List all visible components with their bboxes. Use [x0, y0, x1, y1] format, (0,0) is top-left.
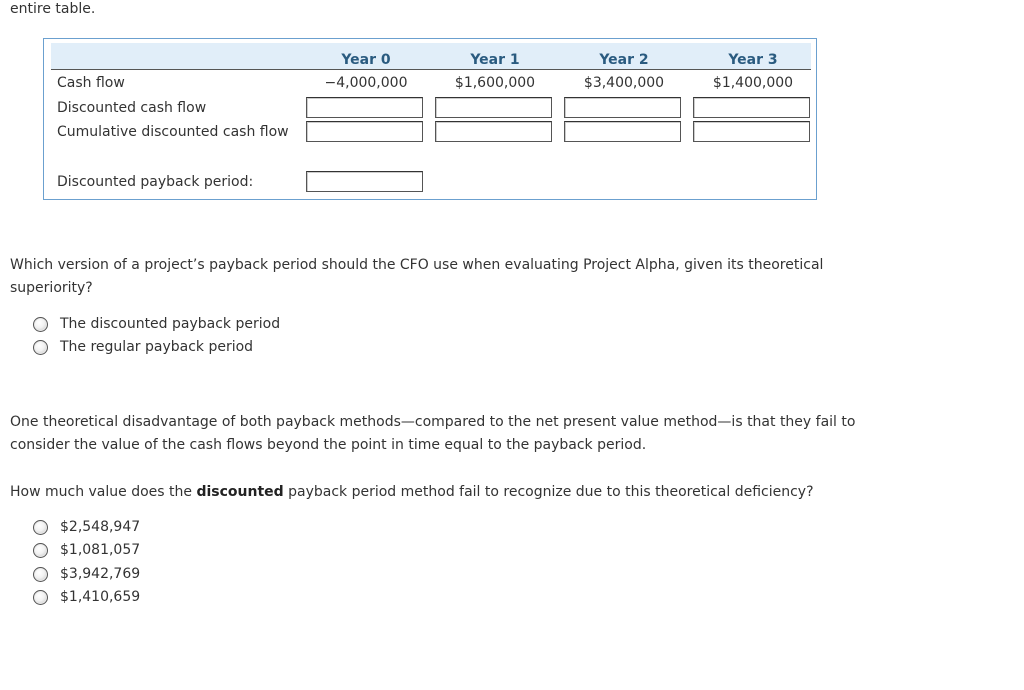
q2-option-label: $1,410,659: [60, 589, 141, 605]
row-label-cumulative-discounted-cash-flow: Cumulative discounted cash flow: [57, 124, 289, 140]
info-text: One theoretical disadvantage of both payback methods—compared to the net present value method—is that they fail to consider the value of the cash flows beyond the point in time equal to the payback period.: [10, 414, 856, 453]
question-1-text: Which version of a project’s payback period should the CFO use when evaluating Project Alpha, given its theoretical superiority?: [10, 257, 824, 296]
q2-option-label: $2,548,947: [60, 519, 141, 535]
cumulative-dcf-year-3-input[interactable]: [693, 121, 810, 142]
header-year-3: Year 3: [728, 52, 778, 68]
q2-option-3[interactable]: [33, 564, 140, 584]
q1-option-regular[interactable]: [33, 337, 253, 357]
q1-option-label: The regular payback period: [60, 339, 254, 355]
row-label-discounted-payback-period: Discounted payback period:: [57, 174, 254, 190]
q2-option-4[interactable]: [33, 587, 140, 607]
discounted-cash-flow-year-3-input[interactable]: [693, 97, 810, 118]
cash-flow-year-0: −4,000,000: [324, 75, 408, 91]
cumulative-dcf-year-0-input[interactable]: [306, 121, 423, 142]
q2-option-2[interactable]: [33, 540, 140, 560]
row-label-cash-flow: Cash flow: [57, 75, 125, 91]
cash-flow-year-1: $1,600,000: [454, 75, 536, 91]
cash-flow-year-2: $3,400,000: [583, 75, 665, 91]
table-header-row: [51, 43, 811, 70]
cumulative-dcf-year-1-input[interactable]: [435, 121, 552, 142]
row-label-discounted-cash-flow: Discounted cash flow: [57, 100, 207, 116]
question-2-suffix: payback period method fail to recognize due to this theoretical deficiency?: [283, 484, 814, 500]
discounted-payback-period-input[interactable]: [306, 171, 423, 192]
radio-button-icon[interactable]: [33, 543, 48, 558]
radio-button-icon[interactable]: [33, 567, 48, 582]
cumulative-dcf-year-2-input[interactable]: [564, 121, 681, 142]
intro-text: entire table.: [10, 1, 96, 17]
q2-option-1[interactable]: [33, 517, 140, 537]
question-2-text: [10, 481, 860, 504]
header-year-1: Year 1: [470, 52, 520, 68]
q1-option-discounted[interactable]: [33, 314, 280, 334]
discounted-cash-flow-year-2-input[interactable]: [564, 97, 681, 118]
radio-button-icon[interactable]: [33, 520, 48, 535]
payback-table: [43, 38, 817, 200]
question-2-prefix: How much value does the: [10, 484, 197, 500]
radio-button-icon[interactable]: [33, 317, 48, 332]
radio-button-icon[interactable]: [33, 340, 48, 355]
header-year-2: Year 2: [599, 52, 649, 68]
discounted-cash-flow-year-1-input[interactable]: [435, 97, 552, 118]
cash-flow-year-3: $1,400,000: [712, 75, 794, 91]
q2-option-label: $3,942,769: [60, 566, 141, 582]
discounted-cash-flow-year-0-input[interactable]: [306, 97, 423, 118]
header-year-0: Year 0: [341, 52, 391, 68]
q2-option-label: $1,081,057: [60, 542, 141, 558]
radio-button-icon[interactable]: [33, 590, 48, 605]
q1-option-label: The discounted payback period: [60, 316, 281, 332]
question-2-emphasis: discounted: [196, 484, 284, 500]
